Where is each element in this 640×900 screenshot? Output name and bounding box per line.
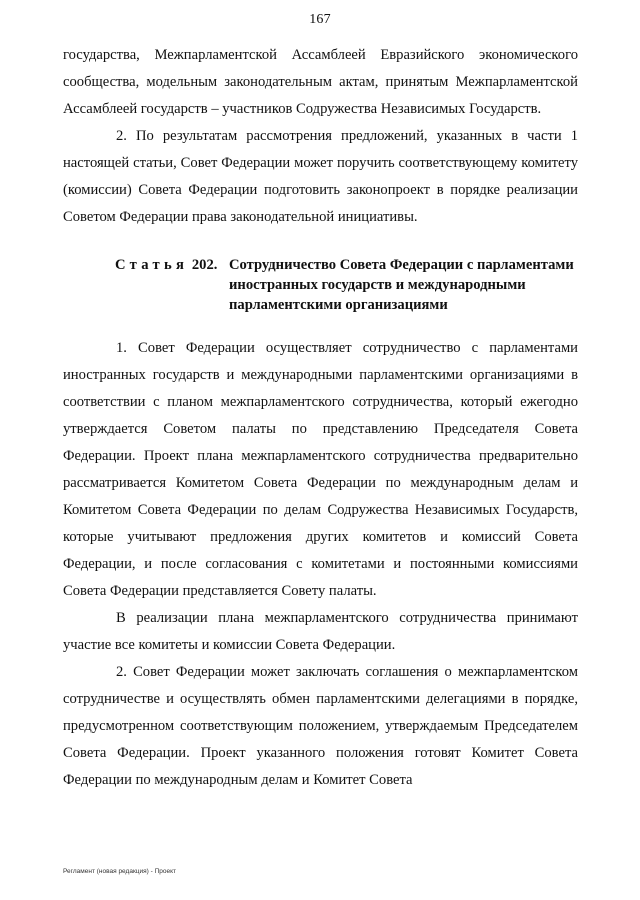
paragraph-part-2: 2. По результатам рассмотрения предложений, указанных в части 1 настоящей статьи, Совет Федерации может поручить соответствующему комитету (комиссии) Совета Федерации подготовить законопроект в порядке реализации Советом Федерации права законодательной инициативы.	[63, 128, 578, 225]
article-word: Статья	[115, 257, 189, 273]
article-label	[115, 255, 217, 275]
paragraph-continuation: государства, Межпарламентской Ассамблеей Евразийского экономического сообщества, модельным законодательным актам, принятым Межпарламентской Ассамблеей государств – участников Содружества Независимых Государств.	[63, 47, 578, 117]
article-title: Сотрудничество Совета Федерации с парламентами иностранных государств и международными парламентскими организациями	[229, 257, 574, 313]
paragraph-article-part-1: 1. Совет Федерации осуществляет сотрудничество с парламентами иностранных государств и международными парламентскими организациями в соответствии с планом межпарламентского сотрудничества, который ежегодно утверждается Советом палаты по представлению Председателя Совета Федерации. Проект плана межпарламентского сотрудничества предварительно рассматривается Комитетом Совета Федерации по международным делам и Комитетом Совета Федерации по делам Содружества Независимых Государств, которые учитывают предложения других комитетов и комиссий Совета Федерации, и после согласования с комитетами и постоянными комиссиями Совета Федерации представляется Совету палаты.	[63, 340, 578, 599]
paragraph-article-part-2: 2. Совет Федерации может заключать соглашения о межпарламентском сотрудничестве и осуществлять обмен парламентскими делегациями в порядке, предусмотренном соответствующим положением, утверждаемым Председателем Совета Федерации. Проект указанного положения готовят Комитет Совета Федерации по международным делам и Комитет Совета	[63, 664, 578, 788]
article-heading	[63, 255, 578, 315]
article-number: 202.	[191, 257, 218, 273]
footer-note: Регламент (новая редакция) - Проект	[63, 868, 177, 875]
page-number: 167	[309, 12, 331, 27]
paragraph-plan-participation: В реализации плана межпарламентского сотрудничества принимают участие все комитеты и комиссии Совета Федерации.	[63, 610, 578, 653]
document-body	[63, 42, 578, 794]
